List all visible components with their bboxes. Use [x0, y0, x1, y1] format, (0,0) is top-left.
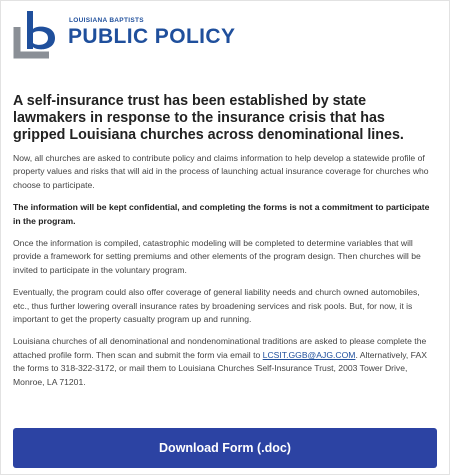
article-paragraph-5: [13, 335, 437, 389]
article-paragraph-4: Eventually, the program could also offer coverage of general liability needs and church owned automobiles, etc., thus further lowering overall insurance rates by broadening services and risk pools. But, for now, it is important to get the property casualty program up and running.: [13, 287, 420, 325]
article-paragraph-3: Once the information is compiled, catastrophic modeling will be completed to determine variables that will provide a framework for setting premiums and other elements of the program design. Then churches will be invited to participate in the voluntary program.: [13, 238, 421, 275]
article-body: [13, 93, 437, 398]
logo-icon: [13, 7, 65, 59]
email-link[interactable]: LCSIT.GGB@AJG.COM: [262, 349, 356, 360]
paragraph-5-text-start: Louisiana churches of all denominational and nondenominational traditions are asked to please complete the attached profile form. Then scan and submit the form via email to: [13, 336, 427, 360]
article-headline: A self-insurance trust has been established by state lawmakers in response to the insurance crisis that has gripped Louisiana churches across denominational lines.: [13, 93, 404, 143]
logo-title: PUBLIC POLICY: [68, 25, 236, 48]
site-header: [13, 7, 313, 61]
article-paragraph-confidential: The information will be kept confidential, and completing the forms is not a commitment to participate in the program.: [13, 202, 430, 226]
download-form-button[interactable]: Download Form (.doc): [13, 428, 437, 468]
paragraph-5-text-end: . Alternatively, FAX the forms to 318-322-3172, or mail them to Louisiana Churches Self-Insurance Trust, 2003 Tower Drive, Monroe, LA 71201.: [13, 349, 427, 387]
article-paragraph-1: Now, all churches are asked to contribute policy and claims information to help develop a statewide profile of property values and risks that will aid in the process of launching actual insurance coverage for churches who choose to participate.: [13, 153, 429, 190]
logo-org-name: LOUISIANA BAPTISTS: [69, 17, 144, 24]
